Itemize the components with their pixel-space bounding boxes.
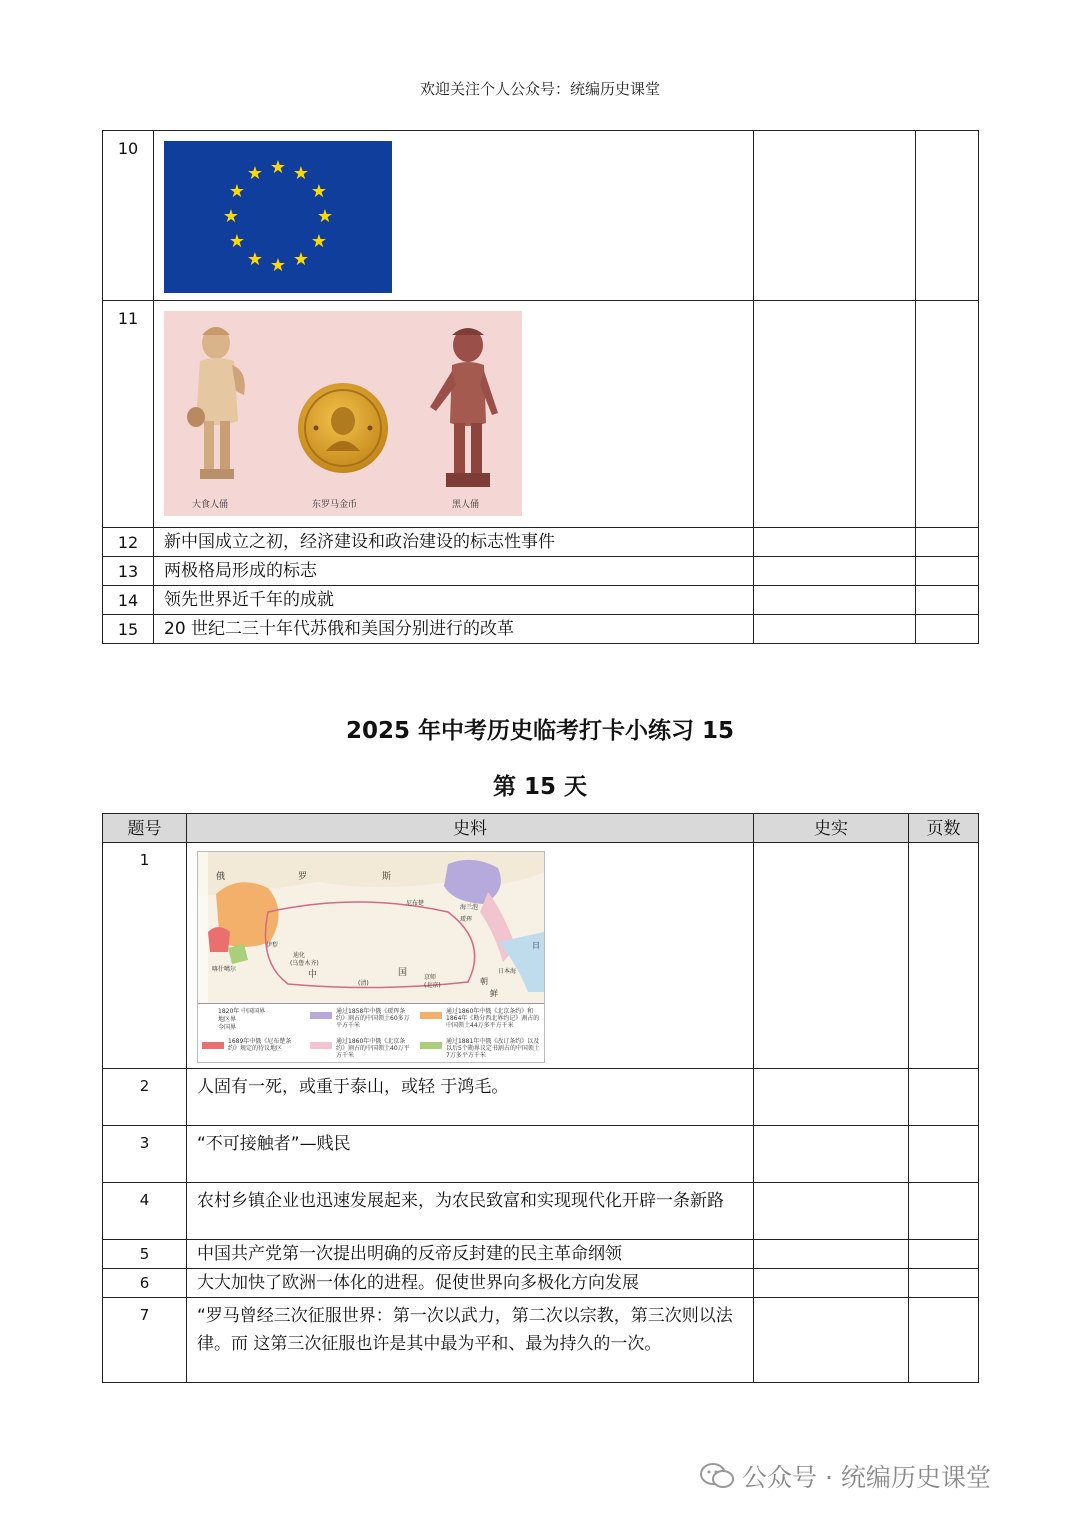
artifacts-image <box>164 311 522 516</box>
page-cell[interactable] <box>909 1298 979 1383</box>
fact-cell[interactable] <box>754 1183 909 1240</box>
table-row <box>103 586 979 615</box>
table-row <box>103 1269 979 1298</box>
legend-item: 1689年中俄《尼布楚条约》规定的待议地区 <box>228 1038 292 1052</box>
map-label: (北京) <box>424 982 441 989</box>
fact-cell[interactable] <box>754 528 916 557</box>
material-cell: 领先世界近千年的成就 <box>154 586 754 615</box>
caption-arab-figurine: 大食人俑 <box>192 500 229 510</box>
legend-item: 今国界 <box>218 1024 237 1031</box>
page-cell[interactable] <box>909 1269 979 1298</box>
row-number: 3 <box>103 1126 187 1183</box>
day-title: 第 15 天 <box>492 774 588 800</box>
header-material: 史料 <box>187 814 754 843</box>
material-cell <box>154 301 754 528</box>
arab-figurine-image <box>182 321 252 489</box>
table-row <box>103 1126 979 1183</box>
table-row <box>103 1183 979 1240</box>
table-row <box>103 615 979 644</box>
map-label: 喀什噶尔 <box>212 966 237 973</box>
table-row <box>103 131 979 301</box>
map-label: (乌鲁木齐) <box>290 960 319 967</box>
watermark-text: 公众号 · 统编历史课堂 <box>742 1463 991 1492</box>
page-cell[interactable] <box>909 1069 979 1126</box>
map-label: 海兰泡 <box>460 904 479 911</box>
row-number: 14 <box>103 586 154 615</box>
table-header-row <box>103 814 979 843</box>
table-part1 <box>102 130 979 644</box>
page-cell[interactable] <box>916 615 979 644</box>
header-page: 页数 <box>909 814 979 843</box>
material-cell <box>187 843 754 1069</box>
fact-cell[interactable] <box>754 586 916 615</box>
map-label: 尼布楚 <box>406 900 425 907</box>
row-number: 12 <box>103 528 154 557</box>
fact-cell[interactable] <box>754 131 916 301</box>
row-number: 5 <box>103 1240 187 1269</box>
row-number: 10 <box>103 131 154 301</box>
fact-cell[interactable] <box>754 1126 909 1183</box>
wechat-watermark <box>700 1458 991 1494</box>
fact-cell[interactable] <box>754 1298 909 1383</box>
material-cell <box>154 131 754 301</box>
material-cell: 新中国成立之初，经济建设和政治建设的标志性事件 <box>154 528 754 557</box>
page-cell[interactable] <box>916 301 979 528</box>
legend-item: 通过1881年中俄《改订条约》以及以后5个勘界议定书割占的中国领土7万多平方千米 <box>446 1038 540 1059</box>
map-label: 日本海 <box>498 968 517 975</box>
legend-item: 通过1860年中俄《北京条约》和1864年《勘分西北界约记》割占的中国领土44万多平方千米 <box>446 1008 540 1029</box>
header-number: 题号 <box>103 814 187 843</box>
caption-black-figurine: 黑人俑 <box>452 500 480 510</box>
fact-cell[interactable] <box>754 301 916 528</box>
fact-cell[interactable] <box>754 1069 909 1126</box>
row-number: 1 <box>103 843 187 1069</box>
row-number: 13 <box>103 557 154 586</box>
table-row <box>103 1240 979 1269</box>
row-number: 7 <box>103 1298 187 1383</box>
table-row <box>103 301 979 528</box>
table-row <box>103 843 979 1069</box>
page-cell[interactable] <box>909 1183 979 1240</box>
map-label: 国 <box>398 968 408 978</box>
page-cell[interactable] <box>916 131 979 301</box>
map-label: 罗 <box>298 872 308 882</box>
map-label: 俄 <box>216 872 226 882</box>
eu-flag-image: ★ ★ ★ ★ ★ ★ ★ ★ ★ ★ ★ ★ <box>164 141 392 293</box>
table-row <box>103 557 979 586</box>
fact-cell[interactable] <box>754 615 916 644</box>
material-cell: 人固有一死，或重于泰山，或轻 于鸿毛。 <box>187 1069 754 1126</box>
row-number: 15 <box>103 615 154 644</box>
legend-item: 通过1860年中俄《北京条约》割占的中国领土40万平方千米 <box>336 1038 410 1059</box>
material-cell: “罗马曾经三次征服世界：第一次以武力，第二次以宗教，第三次则以法律。而 这第三次征服也许是其中最为平和、最为持久的一次。 <box>187 1298 754 1383</box>
map-label: 鲜 <box>490 989 498 998</box>
fact-cell[interactable] <box>754 1269 909 1298</box>
table-row <box>103 1298 979 1383</box>
map-label: 瑷珲 <box>460 916 473 923</box>
page-cell[interactable] <box>916 528 979 557</box>
sino-russian-map-image <box>197 851 545 1063</box>
page-cell[interactable] <box>909 843 979 1069</box>
row-number: 6 <box>103 1269 187 1298</box>
material-cell: 大大加快了欧洲一体化的进程。促使世界向多极化方向发展 <box>187 1269 754 1298</box>
fact-cell[interactable] <box>754 1240 909 1269</box>
page-cell[interactable] <box>916 557 979 586</box>
map-label: 中 <box>308 970 318 980</box>
byzantine-coin-image <box>298 383 388 473</box>
table-row <box>103 528 979 557</box>
legend-item: 1820年 中国国界 <box>218 1008 266 1015</box>
map-label: 朝 <box>480 977 488 986</box>
page-cell[interactable] <box>909 1240 979 1269</box>
wechat-icon <box>700 1462 734 1490</box>
black-figurine-image <box>426 323 506 495</box>
row-number: 4 <box>103 1183 187 1240</box>
material-cell: 两极格局形成的标志 <box>154 557 754 586</box>
map-label: 斯 <box>382 872 392 882</box>
map-label: 迪化 <box>293 952 306 959</box>
practice-title: 2025 年中考历史临考打卡小练习 15 <box>345 718 735 744</box>
map-legend <box>198 1003 544 1062</box>
caption-coin: 东罗马金币 <box>312 500 358 510</box>
map-label: 伊犁 <box>266 942 279 949</box>
map-label: 京师 <box>424 974 437 981</box>
table-row <box>103 1069 979 1126</box>
table-part2 <box>102 813 979 1383</box>
map-label: 日 <box>532 941 540 950</box>
fact-cell[interactable] <box>754 557 916 586</box>
material-cell: 20 世纪二三十年代苏俄和美国分别进行的改革 <box>154 615 754 644</box>
material-cell: 农村乡镇企业也迅速发展起来，为农民致富和实现现代化开辟一条新路 <box>187 1183 754 1240</box>
row-number: 11 <box>103 301 154 528</box>
page-header: 欢迎关注个人公众号：统编历史课堂 <box>419 80 660 98</box>
material-cell: “不可接触者”—贱民 <box>187 1126 754 1183</box>
map-label: (清) <box>358 980 369 987</box>
header-fact: 史实 <box>754 814 909 843</box>
legend-item: 地区界 <box>218 1016 237 1023</box>
legend-item: 通过1858年中俄《瑷珲条约》割占的中国领土60多万平方千米 <box>336 1008 410 1029</box>
fact-cell[interactable] <box>754 843 909 1069</box>
row-number: 2 <box>103 1069 187 1126</box>
page-cell[interactable] <box>916 586 979 615</box>
page-cell[interactable] <box>909 1126 979 1183</box>
material-cell: 中国共产党第一次提出明确的反帝反封建的民主革命纲领 <box>187 1240 754 1269</box>
